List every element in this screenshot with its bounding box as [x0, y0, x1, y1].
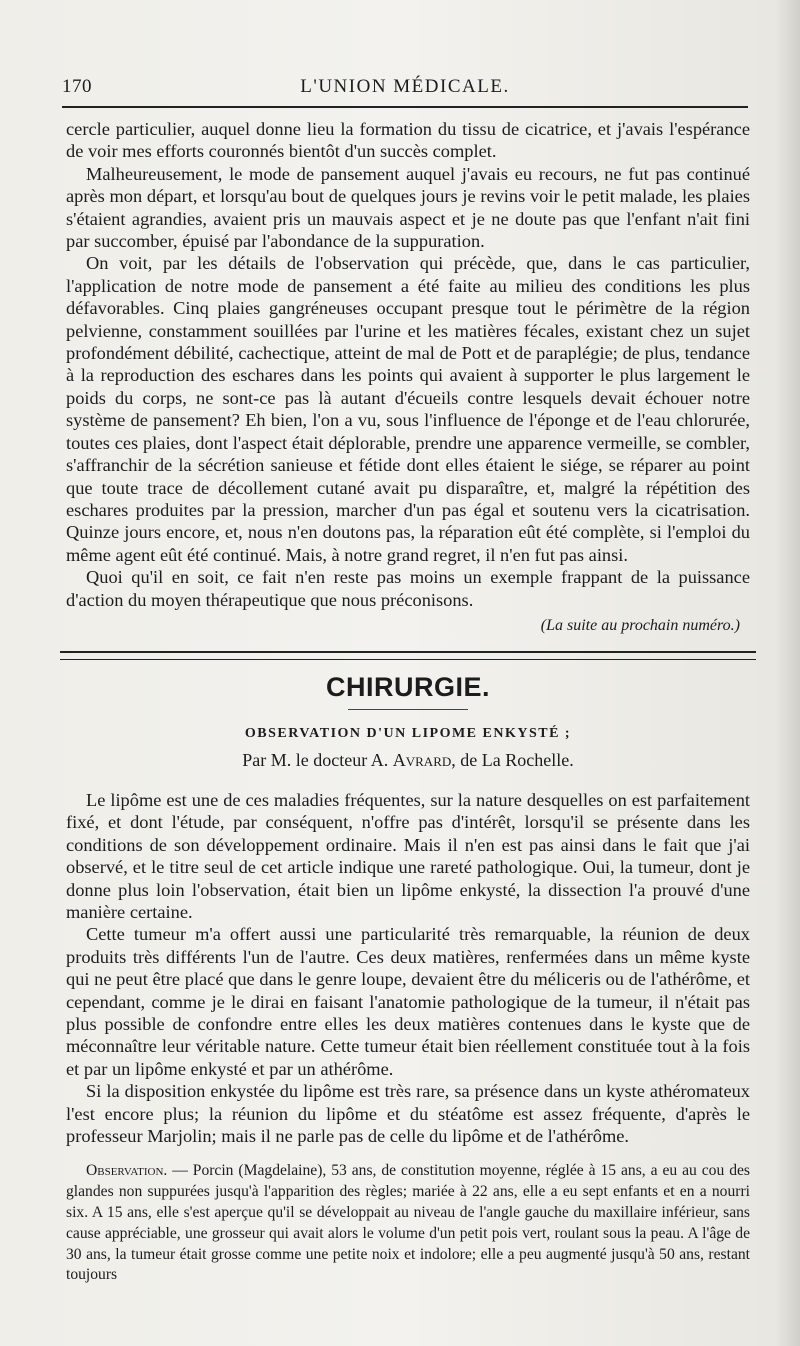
observation-text: — Porcin (Magdelaine), 53 ans, de constitution moyenne, réglée à 15 ans, a eu au cou des glandes non suppurées jusqu'à l'apparition des règles; mariée à 22 ans, elle a eu sept enfants et en a nourri six. A 15 ans, elle s'est aperçue qu'il se développait au niveau de l'angle gauche du maxillaire inférieur, sans cause appréciable, une grosseur qui avait alors le volume d'un petit pois vert, roulant sous la peau. A l'âge de 30 ans, la tumeur était grosse comme une petite noix et indolore; elle a peu augmenté jusqu'à 50 ans, restant toujours: [66, 1162, 750, 1284]
page-number: 170: [62, 76, 92, 97]
journal-title: L'UNION MÉDICALE.: [300, 76, 510, 97]
spacer: [66, 771, 750, 789]
byline: [66, 750, 750, 771]
author-name: Avrard: [392, 749, 452, 770]
byline-suffix: , de La Rochelle.: [451, 749, 574, 770]
paragraph: Le lipôme est une de ces maladies fréquentes, sur la nature desquelles on est parfaitement fixé, et dont l'étude, par conséquent, n'offre pas d'intérêt, lorsqu'il se présente dans les conditions de son développement ordinaire. Mais il n'en est pas ainsi dans le fait que j'ai observé, et le titre seul de cet article indique une rareté pathologique. Oui, la tumeur, dont je donne plus loin l'observation, était bien un lipôme enkysté, la dissection l'a prouvé d'une manière certaine.: [66, 789, 750, 922]
title-underline: [348, 709, 468, 710]
observation-paragraph: [66, 1161, 750, 1286]
section-divider: [60, 651, 756, 660]
byline-prefix: Par M. le docteur A.: [242, 749, 389, 770]
running-header: [62, 74, 748, 102]
observation-label: Observation.: [86, 1162, 168, 1180]
text-body: [66, 118, 750, 1286]
continuation-note: (La suite au prochain numéro.): [540, 616, 740, 634]
article-title: OBSERVATION D'UN LIPOME ENKYSTÉ ;: [244, 725, 572, 741]
paragraph: On voit, par les détails de l'observation qui précède, que, dans le cas particulier, l'application de notre mode de pansement a été faite au milieu des conditions les plus défavorables. Cinq plaies gangréneuses occupant presque tout le périmètre de la région pelvienne, constamment souillées par l'urine et les matières fécales, existant chez un sujet profondément débilité, cachectique, atteint de mal de Pott et de paraplégie; de plus, tendance à la reproduction des eschares dans les points qui avaient à supporter le plus largement le poids du corps, ne sont-ce pas là autant d'écueils contre lesquels devait échouer notre système de pansement? Eh bien, l'on a vu, sous l'influence de l'éponge et de l'eau chlorurée, toutes ces plaies, dont l'aspect était déplorable, prendre une apparence vermeille, se combler, s'affranchir de la sécrétion sanieuse et fétide dont elles étaient le siége, se réparer au point que toute trace de décollement cutané avait pu disparaître, et, malgré la répétition des eschares produites par la pression, marcher d'un pas égal et soutenu vers la cicatrisation. Quinze jours encore, et, nous n'en doutons pas, la réparation eût été complète, si l'emploi du même agent eût été continué. Mais, à notre grand regret, il n'en fut pas ainsi.: [66, 253, 750, 565]
paragraph: Malheureusement, le mode de pansement auquel j'avais eu recours, ne fut pas continué après mon départ, et lorsqu'au bout de quelques jours je revins voir le petit malade, les plaies s'étaient agrandies, avaient pris un mauvais aspect et je ne doute pas que l'enfant n'ait fini par succomber, épuisé par l'abondance de la suppuration.: [66, 163, 750, 252]
paragraph: Cette tumeur m'a offert aussi une particularité très remarquable, la réunion de deux produits très différents l'un de l'autre. Ces deux matières, renfermées dans un même kyste qui ne peut être placé que dans le genre loupe, devaient être du méliceris ou de l'athérôme, et cependant, comme je le dirai en faisant l'anatomie pathologique de la tumeur, il n'était pas plus possible de confondre entre elles les deux matières contenues dans le kyste que de méconnaître leur véritable nature. Cette tumeur était bien réellement constituée tout à la fois et par un lipôme enkysté et par un athérôme.: [66, 924, 750, 1079]
paragraph: Quoi qu'il en soit, ce fait n'en reste pas moins un exemple frappant de la puissance d'action du moyen thérapeutique que nous préconisons.: [66, 567, 750, 610]
paragraph: Si la disposition enkystée du lipôme est très rare, sa présence dans un kyste athéromateux l'est encore plus; la réunion du lipôme et du stéatôme est assez fréquente, d'après le professeur Marjolin; mais il ne parle pas de celle du lipôme et de l'athérôme.: [66, 1081, 750, 1147]
header-rule: [62, 106, 748, 108]
section-title: CHIRURGIE.: [325, 671, 490, 702]
paragraph: cercle particulier, auquel donne lieu la formation du tissu de cicatrice, et j'avais l'espérance de voir mes efforts couronnés bientôt d'un succès complet.: [66, 119, 750, 162]
